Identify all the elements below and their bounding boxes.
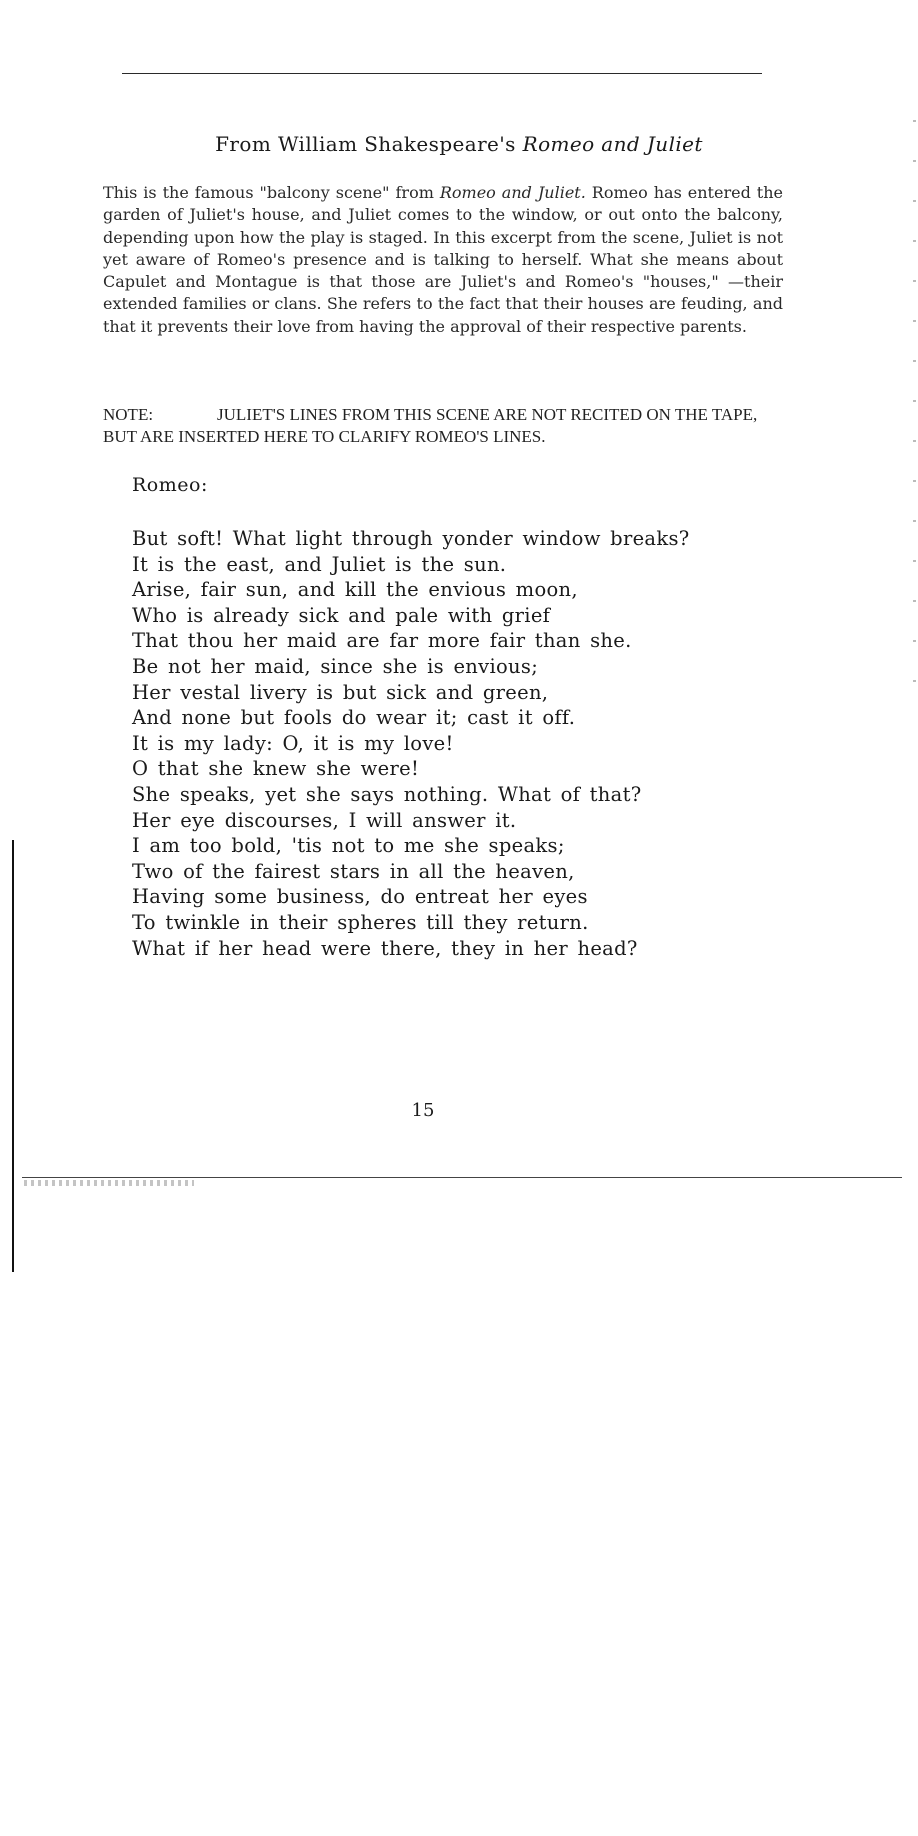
- verse-line: Having some business, do entreat her eyes: [132, 885, 588, 909]
- verse-line: It is my lady: O, it is my love!: [132, 731, 454, 755]
- page-number: 15: [411, 1100, 435, 1121]
- verse-line: And none but fools do wear it; cast it off.: [132, 706, 576, 730]
- verse-line: To twinkle in their spheres till they return.: [132, 910, 589, 934]
- verse-line: It is the east, and Juliet is the sun.: [132, 552, 507, 576]
- intro-paragraph: [103, 182, 783, 338]
- verse-line: Her vestal livery is but sick and green,: [132, 680, 549, 704]
- verse-line: O that she knew she were!: [132, 757, 420, 781]
- verse-block: [132, 526, 690, 961]
- intro-text-rest: Romeo has entered the garden of Juliet's house, and Juliet comes to the window, or out onto the balcony, depending upon how the play is staged. In this excerpt from the scene, Juliet is not yet aware of Romeo's presence and is talking to herself. What she means about Capulet and Montague is that those are Juliet's and Romeo's "houses," —their extended families or clans. She refers to the fact that their houses are feuding, and that it prevents their love from having the approval of their respective parents.: [103, 183, 783, 336]
- top-divider: [122, 73, 762, 74]
- verse-line: Arise, fair sun, and kill the envious moon,: [132, 578, 578, 602]
- title-prefix: From William Shakespeare's: [215, 132, 516, 156]
- verse-line: But soft! What light through yonder window breaks?: [132, 527, 690, 550]
- intro-play-title: Romeo and Juliet.: [439, 183, 586, 202]
- title-play: Romeo and Juliet: [522, 132, 703, 156]
- verse-line: Be not her maid, since she is envious;: [132, 654, 539, 678]
- bottom-divider: [22, 1177, 902, 1178]
- verse-line: I am too bold, 'tis not to me she speaks;: [132, 834, 565, 858]
- verse-line: Two of the fairest stars in all the heaven,: [132, 859, 575, 883]
- verse-line: That thou her maid are far more fair than she.: [132, 629, 632, 653]
- note-paragraph: [103, 404, 793, 448]
- verse-line: She speaks, yet she says nothing. What of that?: [132, 782, 642, 806]
- verse-line: Her eye discourses, I will answer it.: [132, 808, 517, 832]
- note-label: NOTE:: [103, 405, 154, 424]
- verse-line: What if her head were there, they in her head?: [132, 936, 638, 960]
- margin-line: [12, 840, 14, 1272]
- page-title: [0, 132, 918, 156]
- intro-text-start: This is the famous "balcony scene" from: [103, 183, 440, 202]
- note-text: JULIET'S LINES FROM THIS SCENE ARE NOT RECITED ON THE TAPE, BUT ARE INSERTED HERE TO CLARIFY ROMEO'S LINES.: [103, 405, 758, 446]
- scan-edge-marks: [913, 120, 916, 710]
- verse-line: Who is already sick and pale with grief: [132, 603, 551, 627]
- speaker-name: Romeo:: [132, 474, 208, 496]
- scan-noise: [24, 1180, 194, 1186]
